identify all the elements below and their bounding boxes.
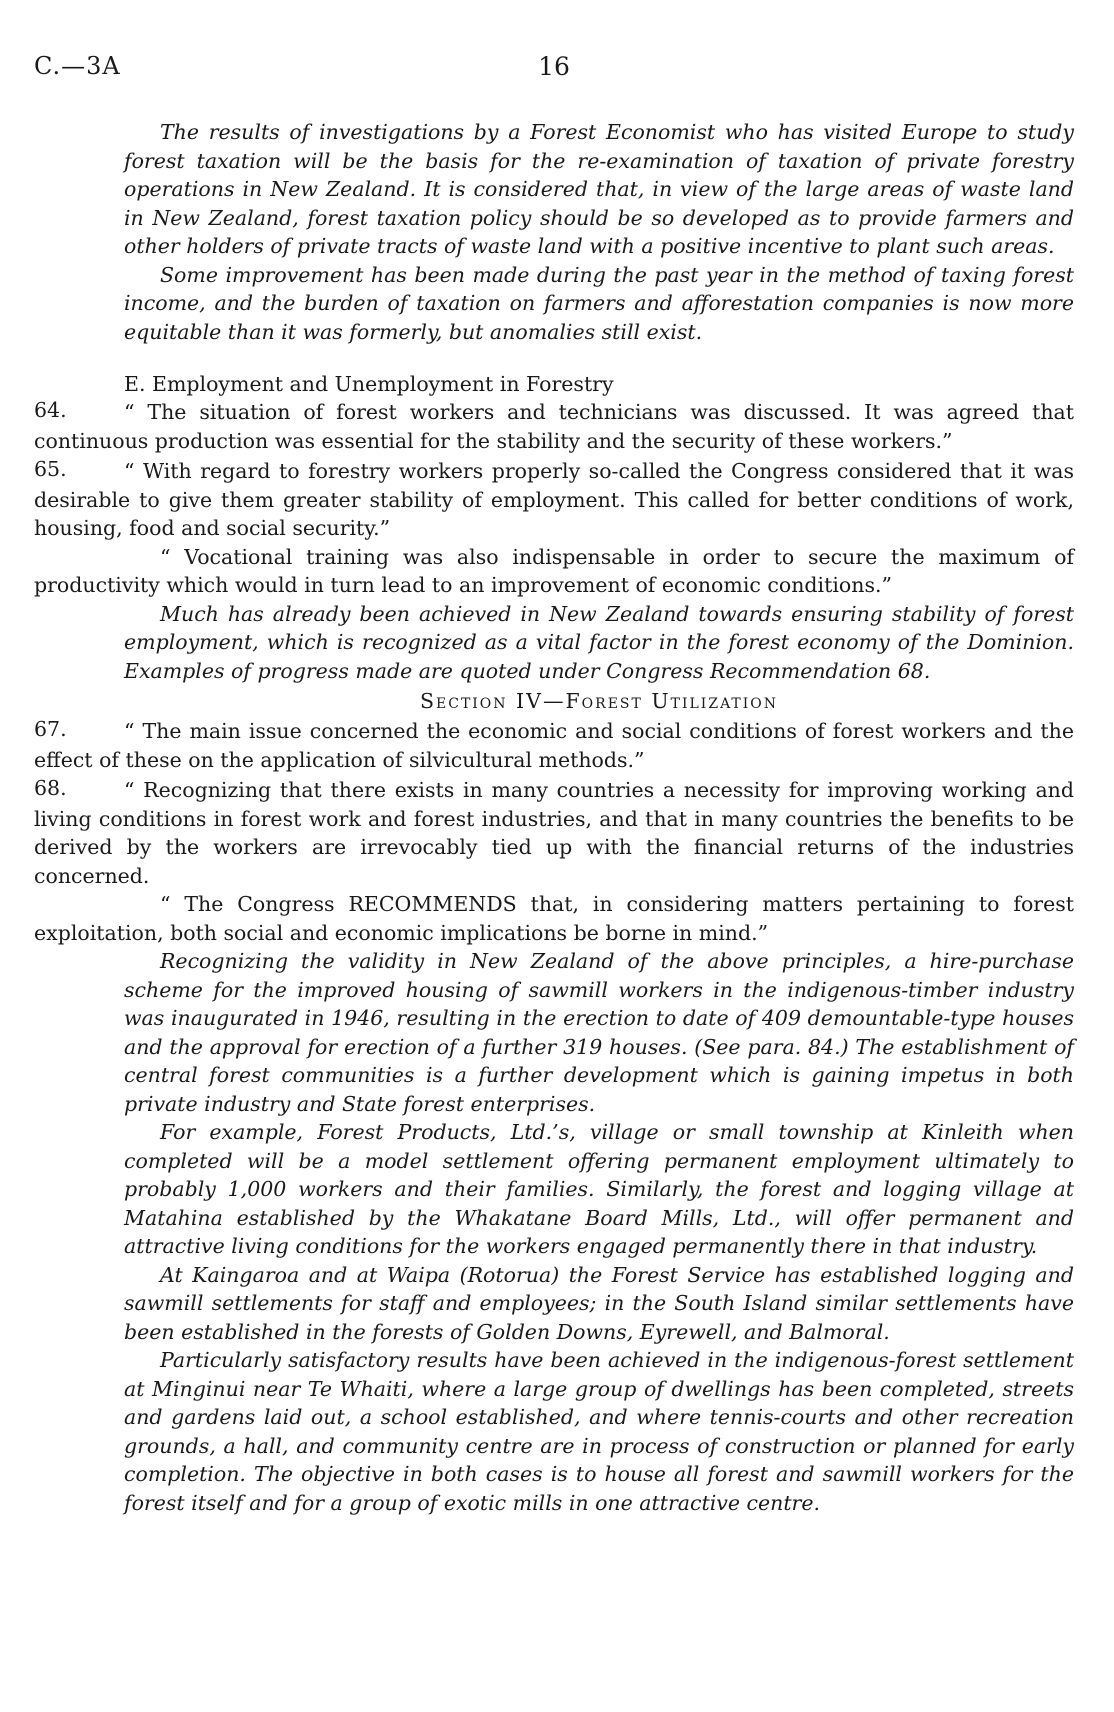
numbered-paragraph-68 [34,776,1074,890]
section-title: Section IV—Forest Utilization [419,689,779,713]
section-heading-employment: E. Employment and Unemployment in Forestry [124,372,614,396]
closing-paragraph: Recognizing the validity in New Zealand of the above principles, a hire-purchase scheme for the improved housing of sawmill workers in the indigenous-timber industry was inaugurated in 1946, resulting in the erection to date of 409 demountable-type houses and the approval for erection of a further 319 houses. (See para. 84.) The establishment of central forest communities is a further development which is gaining impetus in both private industry and State forest enterprises. [124,949,1074,1116]
page-header [34,52,1074,88]
paragraph-text: “ With regard to forestry workers properly so-called the Congress considered that it was desirable to give them greater stability of employment. This called for better conditions of work, housing, food and social security.” [34,459,1074,540]
page-number: 16 [538,52,570,81]
paragraph-number: 64. [34,398,67,422]
paragraph-65-comment: Much has already been achieved in New Zealand towards ensuring stability of forest employment, which is recognized as a vital factor in the forest economy of the Dominion. Examples of progress made are quoted under Congress Recommendation 68. [124,601,1074,683]
intro-paragraph: The results of investigations by a Forest Economist who has visited Europe to study forest taxation will be the basis for the re-examination of taxation of private forestry operations in New Zealand. It is considered that, in view of the large areas of waste land in New Zealand, forest taxation policy should be so developed as to provide farmers and other holders of private tracts of waste land with a positive incentive to plant such areas. [124,120,1074,258]
paragraph-65-continuation: “ Vocational training was also indispensable in order to secure the maximum of productivity which would in turn lead to an improvement of economic conditions.” [34,544,1074,597]
numbered-paragraph-64 [34,398,1074,455]
paragraph-text: “ The situation of forest workers and technicians was discussed. It was agreed that continuous production was essential for the stability and the security of these workers.” [34,400,1074,453]
closing-paragraph: Particularly satisfactory results have been achieved in the indigenous-forest settlement at Minginui near Te Whaiti, where a large group of dwellings has been completed, streets and gardens laid out, a school established, and where tennis-courts and other recreation grounds, a hall, and community centre are in process of construction or planned for early completion. The objective in both cases is to house all forest and sawmill workers for the forest itself and for a group of exotic mills in one attractive centre. [124,1348,1074,1515]
paragraph-number: 68. [34,776,67,800]
numbered-paragraph-67 [34,717,1074,774]
paragraph-number: 67. [34,717,67,741]
closing-paragraph: At Kaingaroa and at Waipa (Rotorua) the Forest Service has established logging and sawmill settlements for staff and employees; in the South Island similar settlements have been established in the forests of Golden Downs, Eyrewell, and Balmoral. [124,1262,1074,1344]
recommendation-text: “ The Congress RECOMMENDS that, in considering matters pertaining to forest exploitation, both social and economic implications be borne in mind.” [34,892,1074,945]
paragraph-number: 65. [34,457,67,481]
document-reference: C.—3A [34,52,121,80]
paragraph-text: “ Recognizing that there exists in many countries a necessity for improving working and living conditions in forest work and forest industries, and that in many countries the benefits to be derived by the workers are irrevocably tied up with the financial returns of the industries concerned. [34,778,1074,888]
numbered-paragraph-65 [34,457,1074,543]
closing-paragraph: For example, Forest Products, Ltd.’s, village or small township at Kinleith when completed will be a model settlement offering permanent employment ultimately to probably 1,000 workers and their families. Similarly, the forest and logging village at Matahina established by the Whakatane Board Mills, Ltd., will offer permanent and attractive living conditions for the workers engaged permanently there in that industry. [124,1120,1074,1258]
page-content [34,118,1074,1517]
intro-paragraph: Some improvement has been made during the past year in the method of taxing forest income, and the burden of taxation on farmers and afforestation companies is now more equitable than it was formerly, but anomalies still exist. [124,262,1074,344]
paragraph-text: “ The main issue concerned the economic and social conditions of forest workers and the effect of these on the application of silvicultural methods.” [34,719,1074,772]
